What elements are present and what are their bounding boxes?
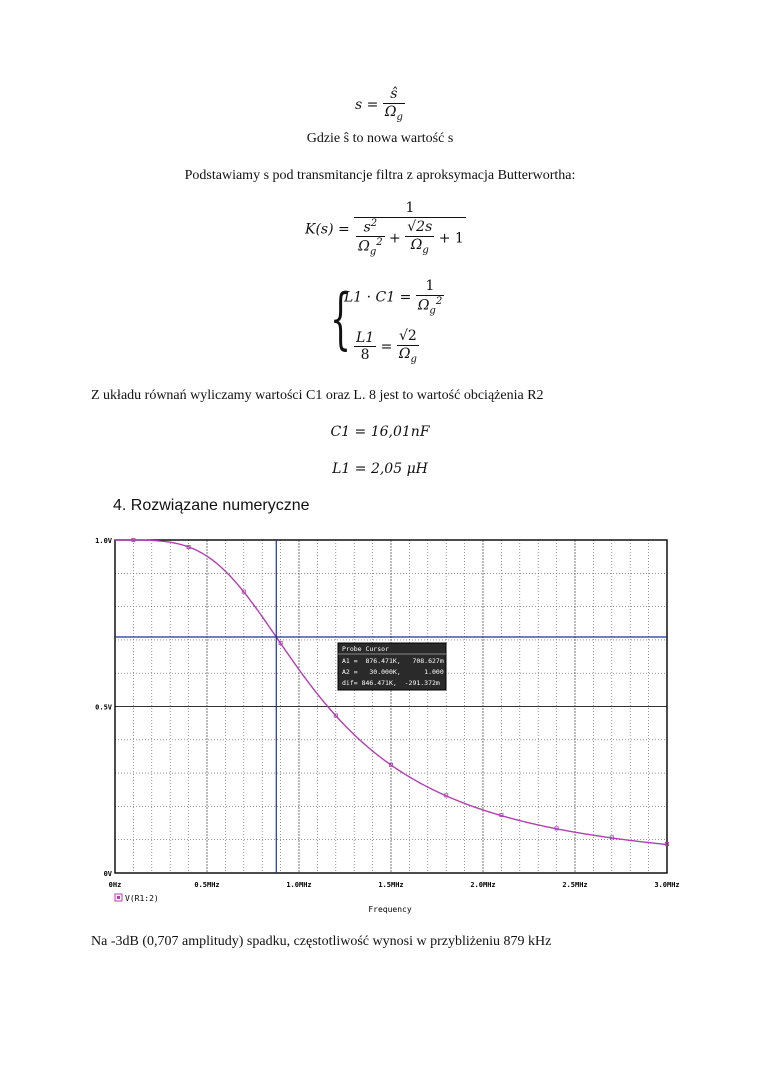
x-tick-label: 2.5MHz (562, 881, 588, 889)
y-tick-label: 0V (103, 870, 112, 878)
paragraph-system-solution: Z układu równań wyliczamy wartości C1 oraz L. 8 jest to wartość obciążenia R2 (91, 388, 544, 403)
left-brace: { (330, 280, 351, 357)
chart-trace (115, 538, 669, 845)
probe-row-a2: A2 = 30.000K, 1.000 (342, 668, 444, 676)
equation-scaling: s = $\frac{ŝ}{\Omega_g}$ (355, 86, 403, 123)
equation-system: { L1 · C1 = $\frac{1}{\Omega_g^2}$ $\frac{L1}{8}$ = $\frac{√2}{\Omega_g}$ (330, 278, 443, 365)
caption-new-value: Gdzie ŝ to nowa wartość s (306, 131, 454, 146)
x-tick-label: 0.5MHz (194, 881, 220, 889)
result-l1: L1 = 2,05 μH (332, 461, 428, 477)
probe-row-a1: A1 = 876.471K, 708.627m (342, 657, 444, 665)
probe-cursor-box[interactable] (338, 643, 446, 690)
x-axis-label: Frequency (368, 905, 412, 914)
section-heading: 4. Rozwiązane numeryczne (113, 497, 310, 514)
result-c1: C1 = 16,01nF (330, 424, 430, 440)
y-tick-label: 0.5V (95, 703, 112, 712)
frequency-response-chart (80, 530, 680, 920)
chart-grid (115, 540, 667, 873)
x-tick-label: 0Hz (108, 881, 122, 889)
probe-title: Probe Cursor (342, 645, 389, 653)
probe-row-dif: dif= 846.471K, -291.372m (342, 679, 440, 687)
x-tick-label: 1.5MHz (378, 881, 404, 889)
paragraph-conclusion: Na -3dB (0,707 amplitudy) spadku, częstotliwość wynosi w przybliżeniu 879 kHz (91, 934, 552, 949)
paragraph-substitution: Podstawiamy s pod transmitancje filtra z aproksymacja Butterwortha: (184, 168, 576, 183)
legend-series-name: V(R1:2) (125, 894, 159, 903)
x-tick-label: 1.0MHz (286, 881, 312, 889)
legend[interactable] (115, 894, 159, 903)
x-tick-label: 3.0MHz (654, 881, 680, 889)
x-tick-label: 2.0MHz (470, 881, 496, 889)
equation-transfer-function: K(s) = 1 $\frac{s^2}{\Omega_g^2}$ + $\frac{√2s}{\Omega_g}$ + 1 (305, 200, 464, 258)
y-tick-label: 1.0V (95, 537, 112, 545)
chart-labels (95, 537, 680, 889)
